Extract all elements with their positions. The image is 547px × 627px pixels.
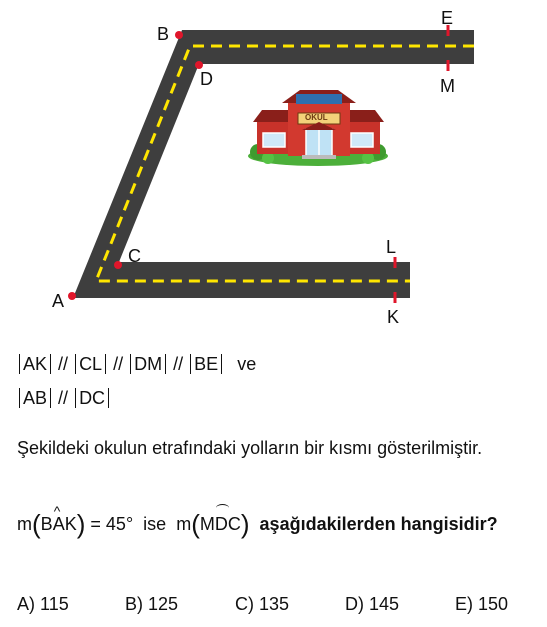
choice-c[interactable] <box>235 594 289 615</box>
choice-letter: B) <box>125 594 143 614</box>
choice-d[interactable] <box>345 594 399 615</box>
choice-letter: A) <box>17 594 35 614</box>
angle-value: = 45° <box>90 514 134 534</box>
label-a: A <box>52 291 65 311</box>
label-m: M <box>440 76 455 96</box>
point-d <box>195 61 203 69</box>
parallel-relation-2 <box>17 388 111 409</box>
angle-bak: B^ AK <box>41 514 77 534</box>
choice-b[interactable] <box>125 594 178 615</box>
label-b: B <box>157 24 170 44</box>
label-d: D <box>200 69 213 89</box>
parallel-relation-1 <box>17 354 256 375</box>
segment-ak: AK <box>19 354 51 374</box>
segment-dm: DM <box>130 354 166 374</box>
choice-e[interactable] <box>455 594 508 615</box>
label-e: E <box>441 8 454 28</box>
parallel-sign: // <box>173 354 184 374</box>
segment-be: BE <box>190 354 222 374</box>
choice-letter: E) <box>455 594 473 614</box>
measure-symbol: m <box>17 514 32 534</box>
choice-letter: D) <box>345 594 364 614</box>
choice-a[interactable] <box>17 594 69 615</box>
point-a <box>68 292 76 300</box>
question-ask: aşağıdakilerden hangisidir? <box>259 514 498 534</box>
parallel-sign: // <box>113 354 124 374</box>
label-l: L <box>386 237 397 257</box>
parallel-sign: // <box>58 388 69 408</box>
choice-value: 135 <box>259 594 290 614</box>
choice-value: 145 <box>369 594 400 614</box>
school-sign-text: OKUL <box>305 113 328 122</box>
school-illustration <box>248 90 388 166</box>
word-ise: ise <box>143 514 167 534</box>
choice-letter: C) <box>235 594 254 614</box>
label-k: K <box>387 307 400 327</box>
conjunction-ve: ve <box>237 354 257 374</box>
question-line: m(B^ AK) = 45° ise m(MDC) aşağıdakilerden hangisidir? <box>17 508 529 541</box>
segment-dc: DC <box>75 388 109 408</box>
parallel-sign: // <box>58 354 69 374</box>
segment-cl: CL <box>75 354 106 374</box>
question-paragraph: Şekildeki okulun etrafındaki yolların bir kısmı gösterilmiştir. <box>17 438 483 458</box>
choice-value: 115 <box>40 594 69 614</box>
choice-value: 150 <box>478 594 509 614</box>
point-c <box>114 261 122 269</box>
point-b <box>175 31 183 39</box>
measure-symbol: m <box>176 514 192 534</box>
angle-mdc: MDC <box>200 514 241 534</box>
label-c: C <box>128 246 141 266</box>
choice-value: 125 <box>148 594 179 614</box>
segment-ab: AB <box>19 388 51 408</box>
